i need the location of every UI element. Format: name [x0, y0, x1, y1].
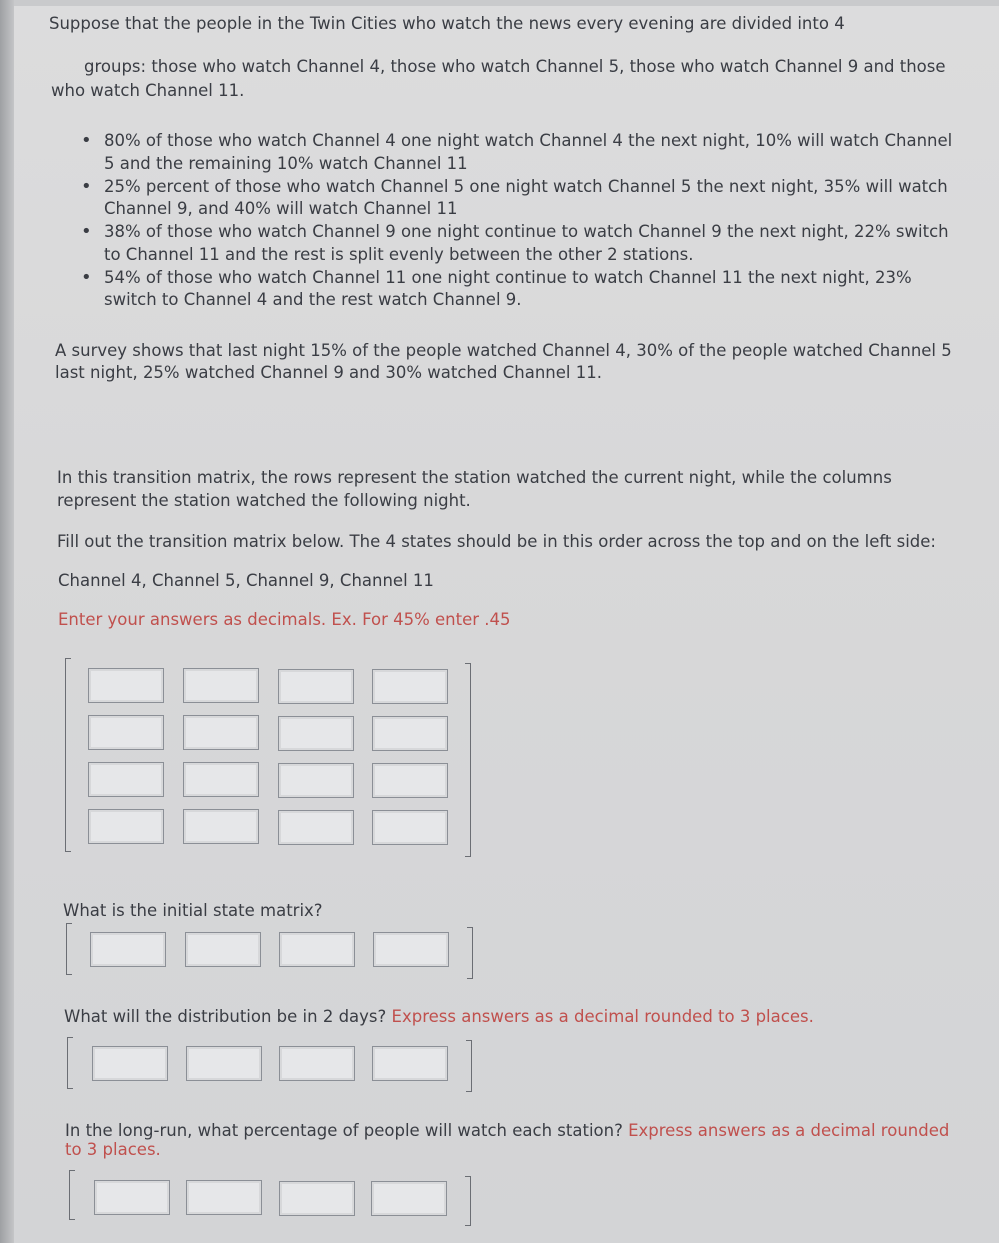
intro-line-2: groups: those who watch Channel 4, those who watch Channel 5, those who watch Channel 9 and those — [84, 57, 946, 76]
intro-line-3: who watch Channel 11. — [51, 81, 245, 100]
two-days-question — [64, 1006, 814, 1029]
rule-channel-5: • 25% percent of those who watch Channel 5 one night watch Channel 5 the next night, 35% will watch Channel 9, and 40% will watch Channel 11 — [78, 176, 968, 221]
long-run-hint-b: to 3 places. — [65, 1140, 161, 1159]
tm-r4-c4-input[interactable] — [372, 810, 448, 845]
initial-state-ch11-input[interactable] — [373, 932, 449, 967]
decimal-hint: Enter your answers as decimals. Ex. For 45% enter .45 — [58, 610, 511, 629]
initial-state-question: What is the initial state matrix? — [63, 901, 323, 920]
two-days-right-bracket — [466, 1040, 472, 1092]
long-run-ch9-input[interactable] — [279, 1181, 355, 1216]
long-run-right-bracket — [465, 1176, 471, 1226]
tm-r3-c1-input[interactable] — [88, 762, 164, 797]
top-strip — [14, 0, 999, 6]
initial-right-bracket — [467, 927, 473, 979]
state-order: Channel 4, Channel 5, Channel 9, Channel 11 — [58, 571, 434, 590]
matrix-description-line-1: In this transition matrix, the rows represent the station watched the current night, while the columns — [57, 468, 892, 487]
matrix-left-bracket — [65, 658, 71, 852]
tm-r1-c2-input[interactable] — [183, 668, 259, 703]
two-days-left-bracket — [67, 1037, 73, 1089]
intro-line-1: Suppose that the people in the Twin Cities who watch the news every evening are divided into 4 — [49, 14, 845, 33]
survey-line-2: last night, 25% watched Channel 9 and 30% watched Channel 11. — [55, 363, 602, 382]
long-run-hint-a: Express answers as a decimal rounded — [628, 1121, 950, 1140]
tm-r2-c4-input[interactable] — [372, 716, 448, 751]
long-run-question — [65, 1120, 949, 1143]
tm-r3-c3-input[interactable] — [278, 763, 354, 798]
tm-r1-c4-input[interactable] — [372, 669, 448, 704]
two-days-ch9-input[interactable] — [279, 1046, 355, 1081]
long-run-left-bracket — [69, 1170, 75, 1220]
tm-r3-c4-input[interactable] — [372, 763, 448, 798]
rule-channel-9: • 38% of those who watch Channel 9 one night continue to watch Channel 9 the next night, 22% switch to Channel 11 and the rest is split evenly between the other 2 stations. — [78, 221, 968, 266]
initial-state-ch4-input[interactable] — [90, 932, 166, 967]
two-days-question-text: What will the distribution be in 2 days? — [64, 1007, 387, 1026]
tm-r4-c1-input[interactable] — [88, 809, 164, 844]
survey-line-1: A survey shows that last night 15% of the people watched Channel 4, 30% of the people watched Channel 5 — [55, 341, 952, 360]
initial-state-ch9-input[interactable] — [279, 932, 355, 967]
two-days-hint: Express answers as a decimal rounded to 3 places. — [391, 1007, 814, 1026]
matrix-right-bracket — [465, 663, 471, 857]
tm-r3-c2-input[interactable] — [183, 762, 259, 797]
initial-left-bracket — [66, 923, 72, 975]
tm-r1-c3-input[interactable] — [278, 669, 354, 704]
matrix-description-line-2: represent the station watched the following night. — [57, 491, 471, 510]
two-days-ch11-input[interactable] — [372, 1046, 448, 1081]
transition-rules-list — [78, 130, 968, 312]
long-run-ch4-input[interactable] — [94, 1180, 170, 1215]
two-days-ch5-input[interactable] — [186, 1046, 262, 1081]
tm-r2-c3-input[interactable] — [278, 716, 354, 751]
tm-r2-c2-input[interactable] — [183, 715, 259, 750]
tm-r1-c1-input[interactable] — [88, 668, 164, 703]
rule-channel-4: • 80% of those who watch Channel 4 one night watch Channel 4 the next night, 10% will watch Channel 5 and the remaining 10% watch Channel 11 — [78, 130, 968, 175]
long-run-ch5-input[interactable] — [186, 1180, 262, 1215]
long-run-ch11-input[interactable] — [371, 1181, 447, 1216]
initial-state-ch5-input[interactable] — [185, 932, 261, 967]
rule-channel-11: • 54% of those who watch Channel 11 one night continue to watch Channel 11 the next night, 23% switch to Channel 4 and the rest watch Channel 9. — [78, 267, 968, 312]
tm-r4-c3-input[interactable] — [278, 810, 354, 845]
tm-r2-c1-input[interactable] — [88, 715, 164, 750]
two-days-ch4-input[interactable] — [92, 1046, 168, 1081]
long-run-question-text: In the long-run, what percentage of people will watch each station? — [65, 1121, 623, 1140]
screen-edge — [0, 0, 14, 1243]
tm-r4-c2-input[interactable] — [183, 809, 259, 844]
fill-instruction: Fill out the transition matrix below. The 4 states should be in this order across the top and on the left side: — [57, 532, 936, 551]
